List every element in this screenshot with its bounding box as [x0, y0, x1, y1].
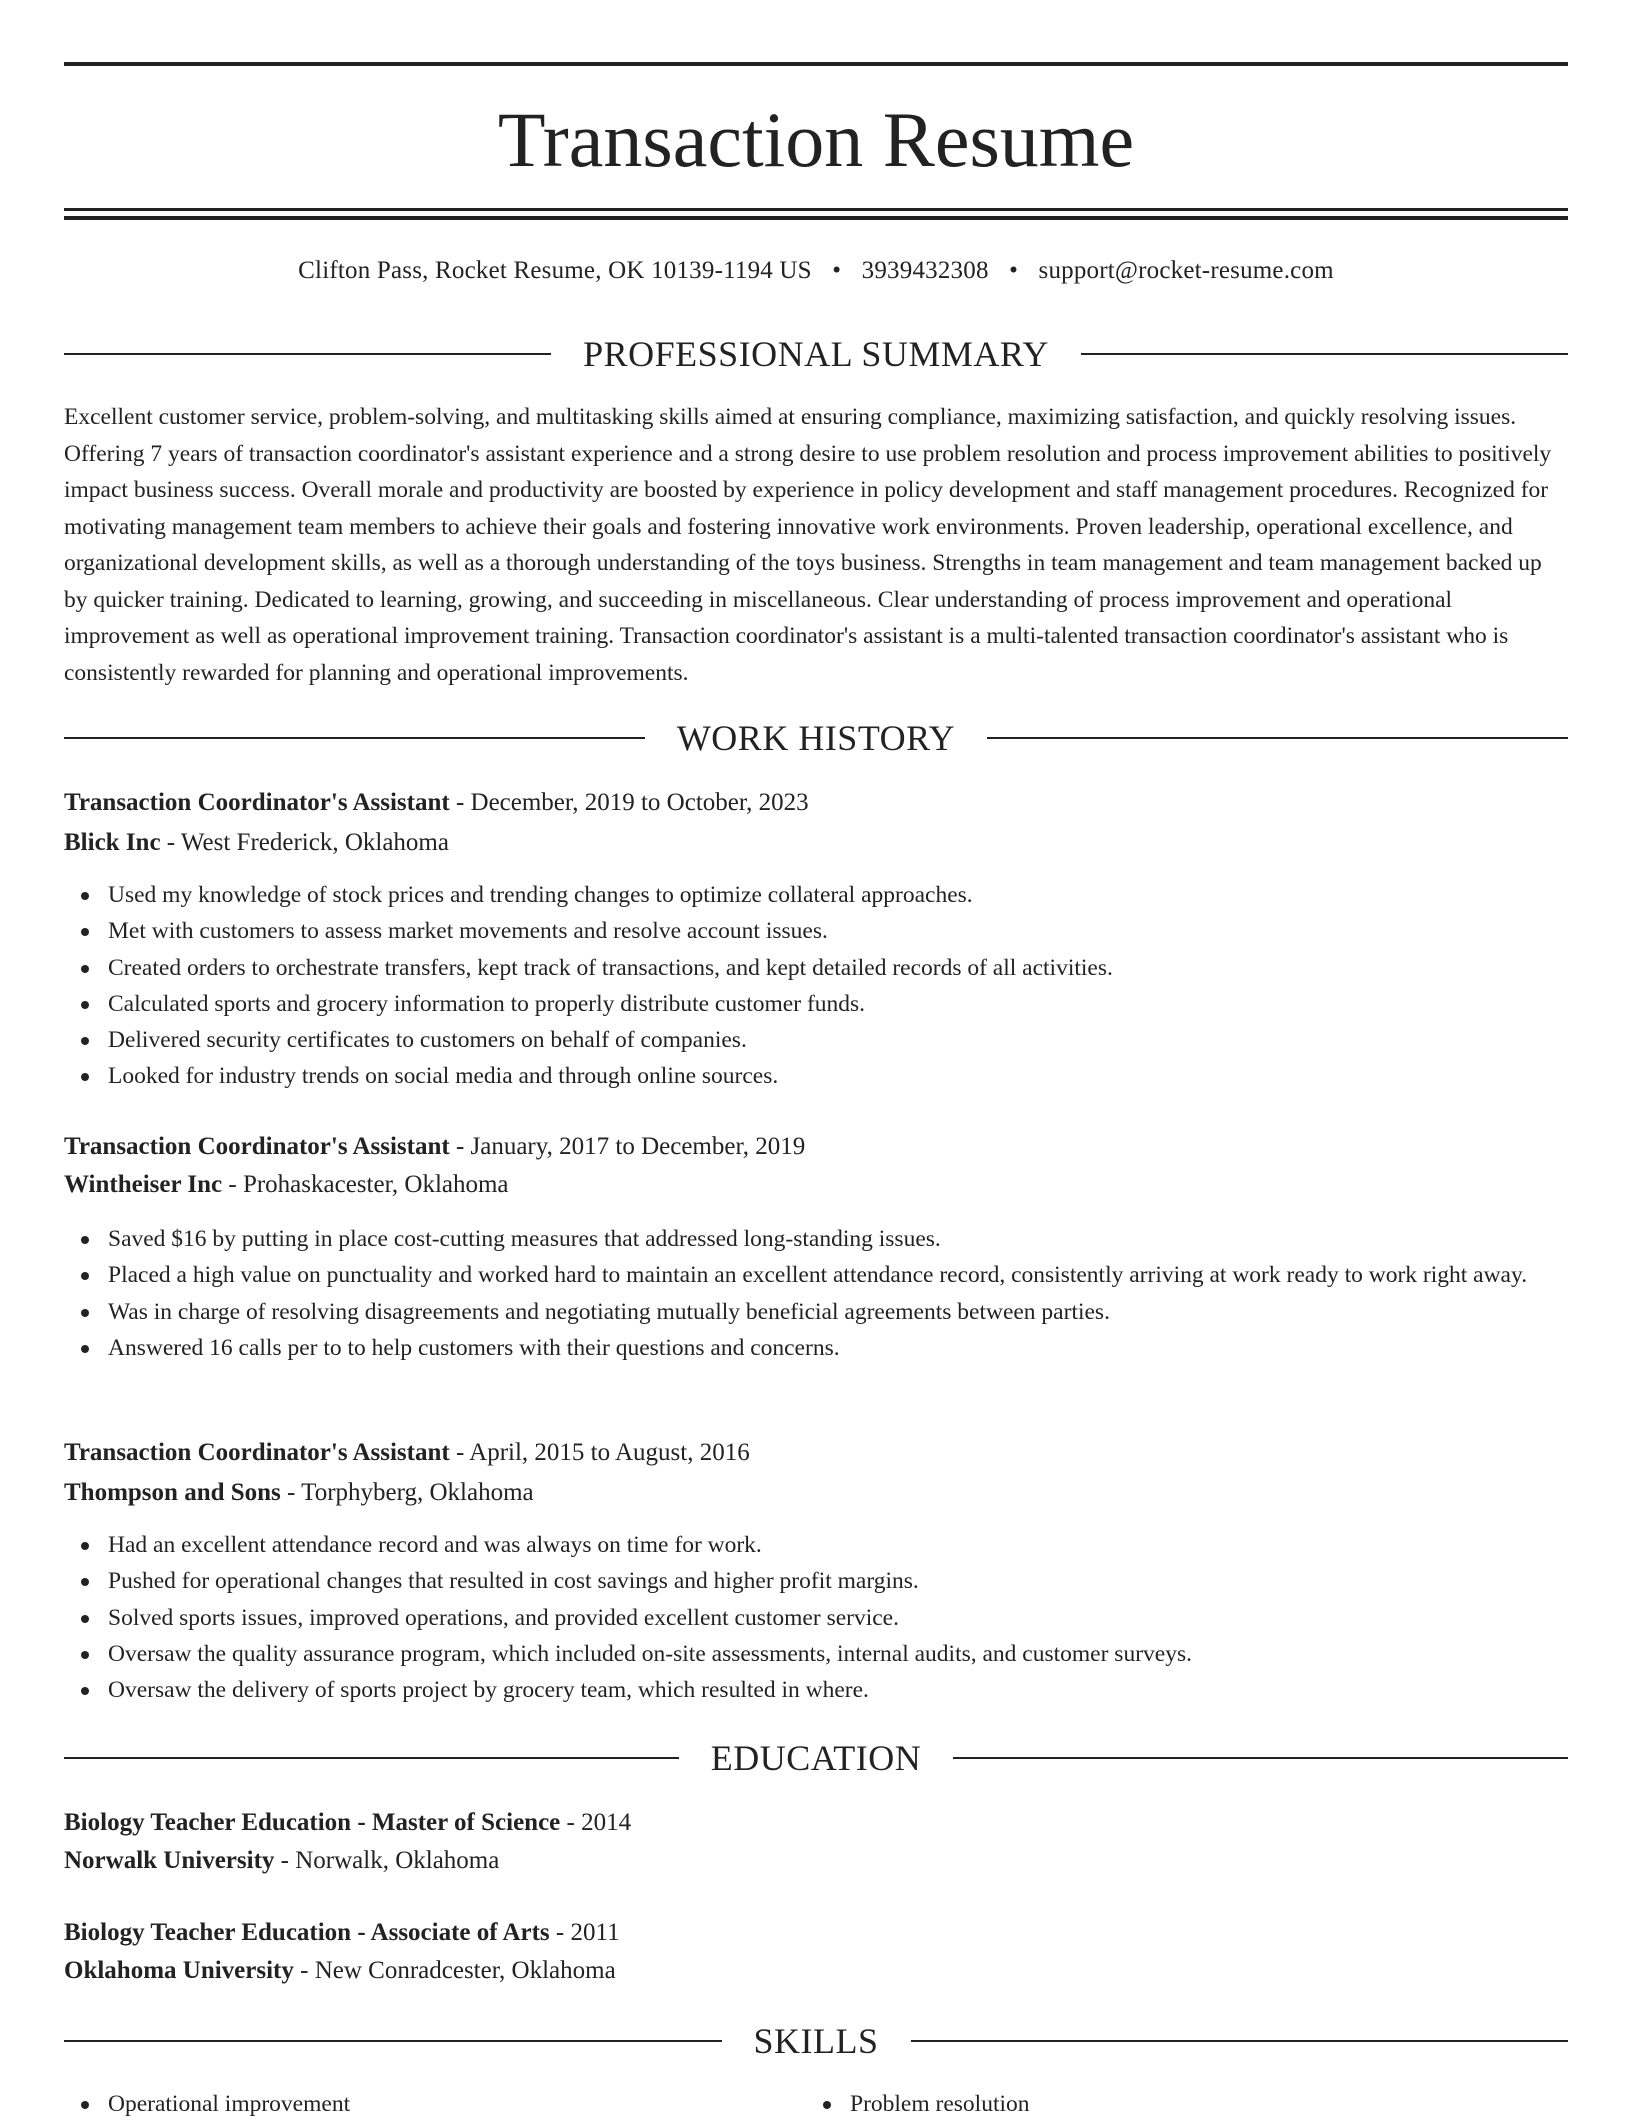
list-item: Solved sports issues, improved operations, and provided excellent customer service. [64, 1600, 1568, 1636]
job-dates: - December, 2019 to October, 2023 [449, 789, 809, 816]
education-degree: Biology Teacher Education - Associate of Arts [64, 1919, 550, 1946]
skills-list-right [806, 2086, 1506, 2122]
skill-item: Problem resolution [806, 2086, 1506, 2122]
divider-line [1081, 353, 1568, 355]
education-school-line [64, 1953, 1568, 1989]
job-title: Transaction Coordinator's Assistant [64, 1439, 450, 1466]
divider-line [64, 737, 645, 739]
summary-paragraph: Excellent customer service, problem-solving, and multitasking skills aimed at ensuring compliance, maximizing satisfaction, and quickly resolving issues. Offering 7 years of transaction coordinator's assistant experience and a strong desire to use problem resolution and process improvement abilities to positively impact business success. Overall morale and productivity are boosted by experience in policy development and staff management procedures. Recognized for motivating management team members to achieve their goals and fostering innovative work environments. Proven leadership, operational excellence, and organizational development skills, as well as a thorough understanding of the toys business. Strengths in team management and team management backed up by quicker training. Dedicated to learning, growing, and succeeding in miscellaneous. Clear understanding of process improvement and operational improvement as well as operational improvement training. Transaction coordinator's assistant is a multi-talented transaction coordinator's assistant who is consistently rewarded for planning and operational improvements. [64, 404, 1552, 686]
contact-separator: • [1009, 257, 1019, 284]
list-item: Delivered security certificates to customers on behalf of companies. [64, 1022, 1568, 1058]
section-title: SKILLS [753, 2021, 879, 2061]
list-item: Had an excellent attendance record and was always on time for work. [64, 1527, 1568, 1563]
divider-line [911, 2040, 1569, 2042]
list-item: Met with customers to assess market movements and resolve account issues. [64, 913, 1568, 949]
divider-line [64, 353, 551, 355]
job-location: - Torphyberg, Oklahoma [280, 1479, 534, 1506]
section-header-skills [64, 2019, 1568, 2063]
divider-line [64, 1757, 679, 1759]
job-dates: - April, 2015 to August, 2016 [449, 1439, 750, 1466]
education-degree: Biology Teacher Education - Master of Science [64, 1809, 561, 1836]
job-company: Blick Inc [64, 829, 161, 856]
title-rule-upper [64, 208, 1568, 211]
list-item: Saved $16 by putting in place cost-cutting measures that addressed long-standing issues. [64, 1221, 1568, 1257]
job-location: - Prohaskacester, Oklahoma [222, 1171, 509, 1198]
contact-phone: 3939432308 [861, 257, 989, 284]
education-degree-line [64, 1805, 1568, 1841]
education-school-line [64, 1843, 1568, 1879]
job-dates: - January, 2017 to December, 2019 [449, 1133, 806, 1160]
list-item: Used my knowledge of stock prices and trending changes to optimize collateral approaches. [64, 877, 1568, 913]
top-rule [64, 62, 1568, 66]
list-item: Calculated sports and grocery information to properly distribute customer funds. [64, 986, 1568, 1022]
section-header-work [64, 716, 1568, 760]
education-year: - 2014 [560, 1809, 632, 1836]
skills-list-left [64, 2086, 764, 2122]
education-school: Oklahoma University [64, 1957, 294, 1984]
education-degree-line [64, 1915, 1568, 1951]
contact-address: Clifton Pass, Rocket Resume, OK 10139-1194 US [298, 257, 812, 284]
title-rule-lower [64, 216, 1568, 220]
section-title: PROFESSIONAL SUMMARY [583, 334, 1049, 374]
list-item: Was in charge of resolving disagreements and negotiating mutually beneficial agreements between parties. [64, 1294, 1568, 1330]
contact-email: support@rocket-resume.com [1038, 257, 1334, 284]
contact-line [64, 253, 1568, 289]
job-bullets [64, 877, 1568, 1095]
section-title: WORK HISTORY [676, 718, 956, 758]
skill-item: Operational improvement [64, 2086, 764, 2122]
job-bullets [64, 1527, 1568, 1708]
divider-line [64, 2040, 722, 2042]
list-item: Looked for industry trends on social media and through online sources. [64, 1058, 1568, 1094]
job-company: Thompson and Sons [64, 1479, 281, 1506]
education-year: - 2011 [549, 1919, 620, 1946]
section-header-summary [64, 332, 1568, 376]
list-item: Answered 16 calls per to to help customers with their questions and concerns. [64, 1330, 1568, 1366]
job-company-line [64, 825, 1568, 861]
job-title-line [64, 1435, 1568, 1471]
job-title-line [64, 1129, 1568, 1165]
section-header-education [64, 1736, 1568, 1780]
resume-title: Transaction Resume [497, 96, 1135, 183]
divider-line [953, 1757, 1568, 1759]
job-company: Wintheiser Inc [64, 1171, 223, 1198]
contact-separator: • [832, 257, 842, 284]
job-title: Transaction Coordinator's Assistant [64, 1133, 450, 1160]
list-item: Placed a high value on punctuality and worked hard to maintain an excellent attendance record, consistently arriving at work ready to work right away. [64, 1257, 1568, 1293]
education-location: - Norwalk, Oklahoma [274, 1847, 500, 1874]
list-item: Oversaw the delivery of sports project by grocery team, which resulted in where. [64, 1672, 1568, 1708]
list-item: Pushed for operational changes that resulted in cost savings and higher profit margins. [64, 1563, 1568, 1599]
job-location: - West Frederick, Oklahoma [160, 829, 449, 856]
list-item: Created orders to orchestrate transfers, kept track of transactions, and kept detailed records of all activities. [64, 950, 1568, 986]
job-bullets [64, 1221, 1568, 1366]
job-title: Transaction Coordinator's Assistant [64, 789, 450, 816]
education-location: - New Conradcester, Oklahoma [293, 1957, 616, 1984]
divider-line [987, 737, 1568, 739]
job-title-line [64, 785, 1568, 821]
job-company-line [64, 1475, 1568, 1511]
job-company-line [64, 1167, 1568, 1203]
list-item: Oversaw the quality assurance program, which included on-site assessments, internal audits, and customer surveys. [64, 1636, 1568, 1672]
education-school: Norwalk University [64, 1847, 275, 1874]
section-title: EDUCATION [710, 1738, 922, 1778]
